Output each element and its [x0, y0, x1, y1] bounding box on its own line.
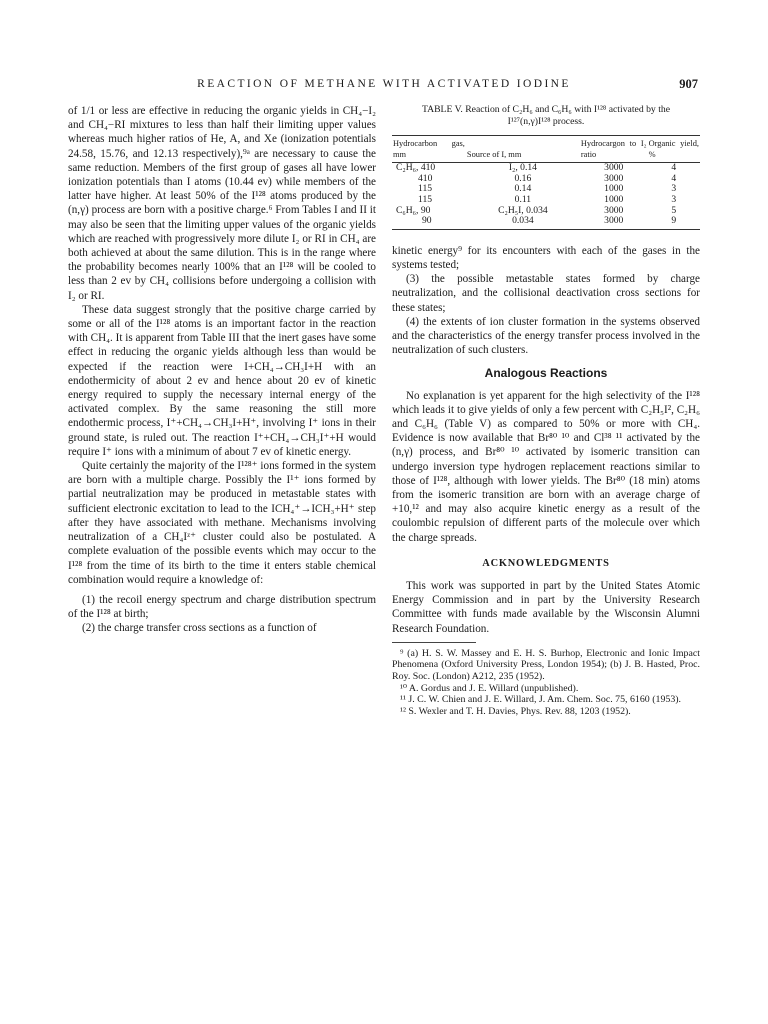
table-row: [392, 174, 700, 185]
table-cell: 0.14: [514, 183, 532, 195]
table-cell: 0.11: [514, 193, 532, 205]
list-item-ion-cluster: (4) the extents of ion cluster formation in the systems observed and the characteristics of the energy transfer process involved in the neutralization of such clusters.: [392, 315, 700, 357]
page-header: [68, 78, 700, 94]
footnote-divider: [392, 642, 476, 643]
table-cell: 3000: [604, 162, 624, 174]
left-column: [68, 104, 376, 636]
paragraph-ionization: of 1/1 or less are effective in reducing the organic yields in CH₄−I₂ and CH₄−RI mixtures to less than half their limiting upper values whereas much higher ratios of He, A, and Xe (ionization potentials 24.58, 15.76, and 12.13 respectively),⁹ᵃ are necessary to cause the same reduction. Members of the first group of gases all have lower ionization potentials than I atoms (10.44 ev) while members of the latter have higher. At least 50% of the I¹²⁸ atoms produced by the (n,γ) process are born with a positive charge.⁶ From Tables I and II it may also be seen that the limiting upper values of the organic yields which are reached with progressively more dilute I₂ or RI in CH₄ are both achieved at about the same dilution. This is in the range where the probability becomes nearly 100% that an I¹²⁸ will be cooled to less than 2 ev by CH₄ collisions before undergoing a collision with I₂ or RI.: [68, 105, 376, 302]
footnote-10: ¹⁰ A. Gordus and J. E. Willard (unpublished).: [400, 682, 579, 694]
page-number: 907: [679, 77, 698, 91]
paragraph-positive-charge: These data suggest strongly that the positive charge carried by some or all of the I¹²⁸ atoms is an important factor in the reaction with CH₄. It is apparent from Table III that the inert gases have some effect in reducing the organic yields although less than would be expected if the reaction were I+CH₄→CH₃I+H with an endothermicity of about 2 ev and hence about 20 ev of kinetic energy required to supply the necessary internal energy of the activated complex. By the same reasoning the still more endothermic process, I⁺+CH₄→CH₃I+H⁺, involving I⁺ ions in their ground state, is ruled out. The reaction I⁺+CH₄→CH₃I⁺+H would require I⁺ ions with a minimum of about 7 ev of kinetic energy.: [68, 303, 376, 458]
table-row: [392, 216, 700, 229]
table-cell: 1000: [604, 183, 624, 195]
section-title-acknowledgments: ACKNOWLEDGMENTS: [482, 557, 610, 569]
section-title-analogous-reactions: Analogous Reactions: [484, 366, 608, 381]
table-cell: 3: [671, 183, 677, 195]
table-cell: 9: [648, 216, 700, 229]
table-header-cell: Hydrocarbon gas, mm: [392, 136, 466, 163]
paragraph-kinetic-energy: kinetic energy⁹ for its encounters with each of the gases in the systems tested;: [392, 244, 700, 271]
table-cell: C₂H₅I, 0.034: [498, 204, 548, 216]
table-caption: TABLE V. Reaction of C₂H₆ and C₆H₆ with I¹²⁸ activated by the I¹²⁷(n,γ)I¹²⁸ process.: [421, 104, 671, 127]
table-cell: 4: [671, 162, 677, 174]
table-header-cell: Source of I, mm: [466, 136, 580, 163]
paragraph-multiple-charge: Quite certainly the majority of the I¹²⁸⁺ ions formed in the system are born with a multiple charge. Possibly the I¹⁺ ions formed by partial neutralization may be produced in metastable states with sufficient electronic excitation to lead to the ICH₄⁺→ICH₃+H⁺ step after they have associated with methane. Mechanisms involving neutralization of a CH₄Iᶻ⁺ cluster could also be postulated. A complete evaluation of the possible events which may occur to the I¹²⁸ from the time of its birth to the time it enters stable chemical combination would require a knowledge of:: [68, 460, 376, 586]
table-cell: 0.16: [514, 172, 532, 184]
table-cell: C₆H₆, 90: [396, 204, 431, 216]
footnote-9: ⁹ (a) H. S. W. Massey and E. H. S. Burhop, Electronic and Ionic Impact Phenomena (Oxford University Press, London 1954); (b) J. B. Hasted, Proc. Roy. Soc. (London) A212, 235 (1952).: [392, 647, 700, 683]
list-item-recoil-energy: (1) the recoil energy spectrum and charge distribution spectrum of the I¹²⁸ at birth;: [68, 593, 376, 621]
table-cell: 0.034: [466, 216, 580, 229]
table-cell: 4: [671, 172, 677, 184]
table-row: [392, 184, 700, 195]
paragraph-acknowledgments: This work was supported in part by the United States Atomic Energy Commission and in part by the University Research Committee with funds made available by the Wisconsin Alumni Research Foundation.: [392, 580, 700, 635]
footnotes: [392, 648, 700, 718]
list-item-metastable-states: (3) the possible metastable states formed by charge neutralization, and the collisional deactivation cross sections for these states;: [392, 273, 700, 314]
table-header-cell: Hydrocargon to I₂ ratio: [580, 136, 648, 163]
table-row: [392, 206, 700, 217]
table-cell: 1000: [604, 193, 624, 205]
table-cell: 3000: [604, 204, 624, 216]
table-v: [392, 135, 700, 230]
running-title: REACTION OF METHANE WITH ACTIVATED IODINE: [197, 78, 571, 90]
right-column: [392, 104, 700, 717]
table-row: [392, 195, 700, 206]
table-cell: 3: [671, 193, 677, 205]
table-cell: 90: [392, 216, 466, 229]
table-header-cell: Organic yield, %: [648, 136, 700, 163]
table-row: [392, 163, 700, 174]
paragraph-analogous-reactions: No explanation is yet apparent for the high selectivity of the I¹²⁸ which leads it to give yields of only a few percent with C₂H₅I², C₂H₆ and C₆H₆ (Table V) as compared to 50% or more with CH₄. Evidence is now available that Br⁸⁰ ¹⁰ and Cl³⁸ ¹¹ activated by the (n,γ) process, and Br⁸⁰ ¹⁰ activated by isomeric transition can undergo inversion type hydrogen replacement reactions similar to those of I¹²⁸, although with lower yields. The Br⁸⁰ (18 min) atoms from the isomeric transition are born with an average charge of +10,¹² and may also acquire kinetic energy as a result of the coulombic repulsion of different parts of the molecule over which the charge spreads.: [392, 389, 700, 544]
table-cell: 410: [418, 172, 433, 184]
footnote-11: ¹¹ J. C. W. Chien and J. E. Willard, J. Am. Chem. Soc. 75, 6160 (1953).: [400, 694, 682, 706]
table-cell: 5: [671, 204, 677, 216]
table-cell: I₂, 0.14: [508, 162, 537, 174]
table-cell: 3000: [580, 216, 648, 229]
table-cell: C₂H₆, 410: [396, 162, 436, 174]
footnote-12: ¹² S. Wexler and T. H. Davies, Phys. Rev. 88, 1203 (1952).: [400, 705, 631, 717]
table-cell: 115: [418, 193, 433, 205]
table-cell: 3000: [604, 172, 624, 184]
table-cell: 115: [418, 183, 433, 195]
list-item-charge-transfer: (2) the charge transfer cross sections as a function of: [82, 622, 317, 635]
